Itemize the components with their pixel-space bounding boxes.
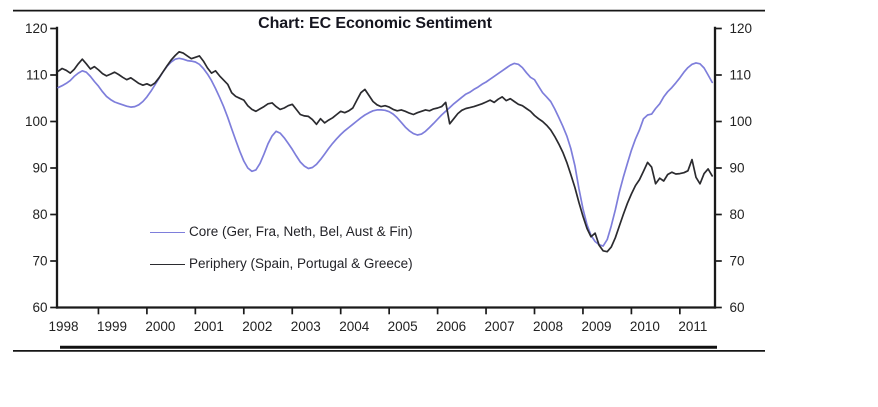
y-axis-label-left: 60 [32,300,48,316]
periphery-line-swatch [150,264,185,265]
x-axis-label: 2001 [193,319,224,334]
y-axis-label-right: 60 [729,300,745,316]
x-axis-label: 2010 [629,319,660,334]
periphery-line [58,52,712,252]
y-axis-label-left: 120 [24,21,48,37]
core-line [58,58,712,246]
x-axis-label: 2009 [581,319,612,334]
legend-item-periphery [150,256,413,272]
legend-label-core: Core (Ger, Fra, Neth, Bel, Aust & Fin) [189,224,413,239]
x-axis-label: 2004 [339,319,370,334]
x-axis-label: 2002 [242,319,273,334]
y-axis-label-right: 70 [729,253,745,269]
x-axis-label: 2003 [290,319,321,334]
y-axis-label-right: 100 [729,114,753,130]
x-axis-label: 1998 [48,319,79,334]
y-axis-label-right: 120 [729,21,753,37]
y-axis-label-left: 110 [25,67,48,83]
y-axis-label-left: 90 [32,160,48,176]
x-axis-label: 1999 [96,319,127,334]
x-axis-label: 2000 [145,319,176,334]
y-axis-label-right: 90 [729,160,745,176]
y-axis-label-left: 70 [32,253,48,269]
x-axis-label: 2005 [387,319,418,334]
y-axis-label-right: 80 [729,207,745,223]
chart-title: Chart: EC Economic Sentiment [258,15,492,32]
legend-label-periphery: Periphery (Spain, Portugal & Greece) [189,256,413,271]
x-axis-label: 2006 [436,319,467,334]
x-axis-label: 2008 [533,319,564,334]
y-axis-label-left: 100 [24,114,48,130]
y-axis-label-left: 80 [32,207,48,223]
legend-item-core [150,224,413,240]
x-axis-label: 2011 [678,319,708,334]
y-axis-label-right: 110 [729,67,752,83]
core-line-swatch [150,232,185,233]
x-axis-label: 2007 [484,319,515,334]
